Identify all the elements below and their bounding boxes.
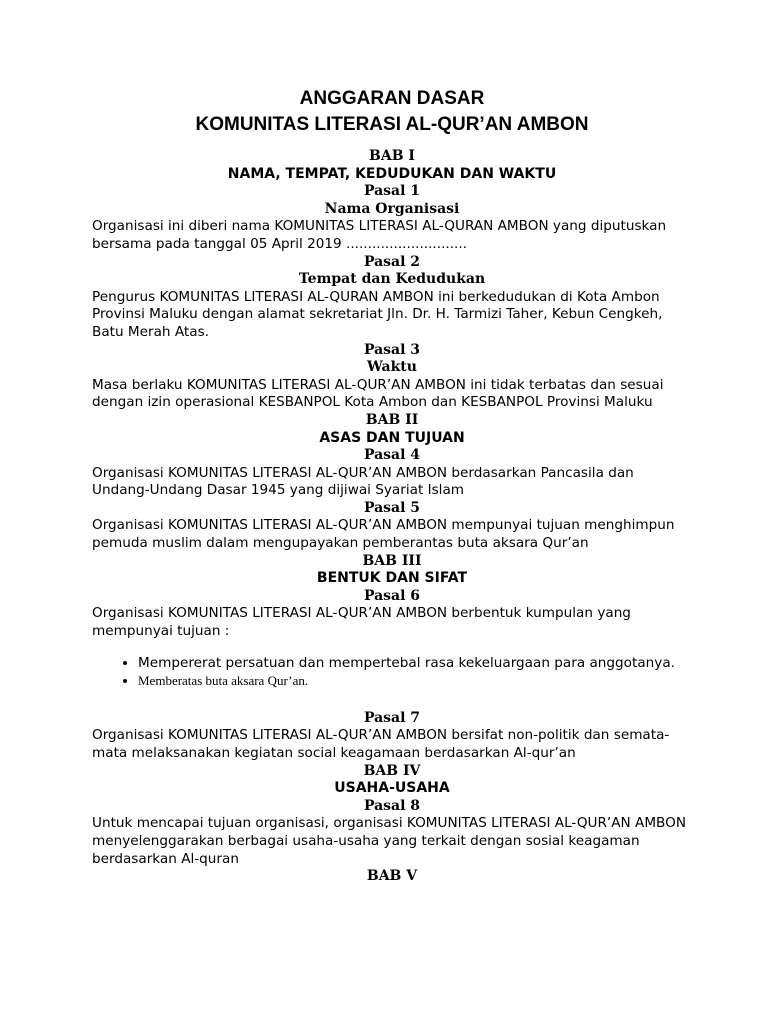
- bab1-heading: BAB I: [369, 148, 415, 164]
- bab5-heading: BAB V: [366, 868, 418, 885]
- pasal6-label: Pasal 6: [363, 587, 421, 604]
- pasal2-label: Pasal 2: [363, 253, 421, 270]
- pasal1-label: Pasal 1: [363, 183, 421, 200]
- bab4-subtitle: USAHA-USAHA: [334, 780, 450, 797]
- list-item: • Mempererat persatuan dan mempertebal rasa kekeluargaan para anggotanya.: [138, 655, 692, 673]
- document-title-line1: ANGGARAN DASAR: [299, 88, 485, 109]
- document-page: [92, 86, 692, 886]
- pasal8-text: Untuk mencapai tujuan organisasi, organisasi KOMUNITAS LITERASI AL-QUR’AN AMBON menyelenggarakan berbagai usaha-usaha yang terkait dengan sosial keagaman berdasarkan Al-quran: [92, 815, 687, 867]
- list-item: • Memberatas buta aksara Qur’an.: [138, 672, 692, 690]
- bab3-subtitle: BENTUK DAN SIFAT: [316, 570, 468, 587]
- pasal1-subtitle: Nama Organisasi: [324, 200, 460, 217]
- document-title-line2: KOMUNITAS LITERASI AL-QUR’AN AMBON: [195, 114, 589, 135]
- pasal1-text: Organisasi ini diberi nama KOMUNITAS LITERASI AL-QURAN AMBON yang diputuskan bersama pada tanggal 05 April 2019 ............................: [92, 218, 667, 252]
- bab2-subtitle: ASAS DAN TUJUAN: [319, 429, 465, 446]
- pasal5-label: Pasal 5: [363, 499, 421, 516]
- pasal3-subtitle: Waktu: [367, 359, 417, 376]
- pasal8-label: Pasal 8: [363, 797, 421, 814]
- bab2-heading: BAB II: [365, 411, 419, 428]
- bab1-subtitle: NAMA, TEMPAT, KEDUDUKAN DAN WAKTU: [227, 165, 557, 182]
- pasal5-text: Organisasi KOMUNITAS LITERASI AL-QUR’AN AMBON mempunyai tujuan menghimpun pemuda muslim dalam mengupayakan pemberantas buta aksara Qur’an: [92, 517, 675, 552]
- bab4-heading: BAB IV: [363, 762, 421, 779]
- pasal6-bullet-list: [92, 655, 692, 690]
- pasal2-text: Pengurus KOMUNITAS LITERASI AL-QURAN AMBON ini berkedudukan di Kota Ambon Provinsi Maluku dengan alamat sekretariat Jln. Dr. H. Tarmizi Taher, Kebun Cengkeh, Batu Merah Atas.: [92, 288, 663, 340]
- spacer: [92, 690, 692, 710]
- pasal3-label: Pasal 3: [363, 341, 421, 358]
- pasal6-text: Organisasi KOMUNITAS LITERASI AL-QUR’AN AMBON berbentuk kumpulan yang mempunyai tujuan :: [92, 605, 631, 640]
- pasal3-text: Masa berlaku KOMUNITAS LITERASI AL-QUR’AN AMBON ini tidak terbatas dan sesuai dengan izin operasional KESBANPOL Kota Ambon dan KESBANPOL Provinsi Maluku: [92, 376, 664, 411]
- pasal2-subtitle: Tempat dan Kedudukan: [298, 271, 486, 288]
- pasal7-text: Organisasi KOMUNITAS LITERASI AL-QUR’AN AMBON bersifat non-politik dan semata-mata melaksanakan kegiatan social keagamaan berdasarkan Al-qur’an: [92, 727, 670, 761]
- pasal7-label: Pasal 7: [363, 709, 421, 726]
- pasal4-label: Pasal 4: [363, 447, 421, 464]
- bab3-heading: BAB III: [362, 552, 422, 569]
- pasal4-text: Organisasi KOMUNITAS LITERASI AL-QUR’AN AMBON berdasarkan Pancasila dan Undang-Undang Dasar 1945 yang dijiwai Syariat Islam: [92, 464, 634, 499]
